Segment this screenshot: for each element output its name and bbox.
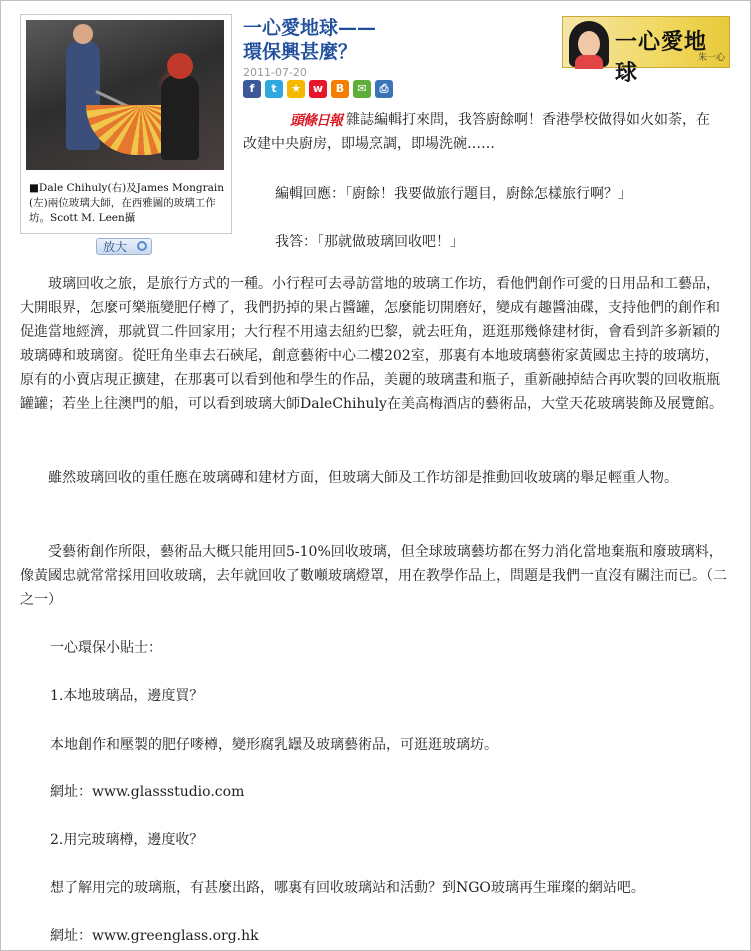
magnifier-icon [137,241,147,251]
weibo-icon[interactable]: w [309,80,327,98]
photo-caption: ■Dale Chihuly(右)及James Mongrain (左)兩位玻璃大師，在西雅圖的玻璃工作坊。Scott M. Leen攝 [29,182,224,224]
author-avatar [569,21,609,67]
tip-1-question: 1.本地玻璃品，邊度買？ [50,688,204,704]
photo-person-right [161,75,199,160]
article-photo[interactable] [26,20,224,170]
banner-author: 朱一心 [697,53,725,63]
blogger-icon[interactable]: B [331,80,349,98]
facebook-icon[interactable]: f [243,80,261,98]
paragraph-3: 受藝術創作所限，藝術品大概只能用回5-10%回收玻璃，但全球玻璃藝坊都在努力消化當地棄瓶和廢玻璃料，像黃國忠就常常採用回收玻璃，去年就回收了數噸玻璃燈罩，用在教學作品上，問題是我們一直沒有關注而已。（二之一） [20,544,727,608]
column-banner[interactable] [562,16,730,86]
title-line-1: 一心愛地球—— [243,17,377,39]
title-line-2: 環保興甚麼？ [243,41,358,63]
photo-box [20,14,232,234]
newspaper-logo: 頭條日報 [290,113,342,129]
tip-2-url[interactable]: 網址：www.greenglass.org.hk [50,928,259,944]
page-title [243,16,543,64]
article-date: 2011-07-20 [243,66,307,79]
lead-text: 雜誌編輯打來問，我答廚餘啊！香港學校做得如火如荼，在改建中央廚房，即場烹調，即場洗碗…… [243,112,710,152]
share-bar [243,80,393,98]
zoom-label: 放大 [103,240,128,254]
tip-1-url[interactable]: 網址：www.glassstudio.com [50,784,245,800]
tip-2-answer: 想了解用完的玻璃瓶，有甚麼出路，哪裏有回收玻璃站和活動？到NGO玻璃再生璀璨的網站吧。 [50,880,645,896]
tip-1-answer: 本地創作和壓製的肥仔嘜樽，變形腐乳罎及玻璃藝術品，可逛逛玻璃坊。 [50,737,498,753]
tip-2-question: 2.用完玻璃樽，邊度收？ [50,832,204,848]
tips-heading: 一心環保小貼士： [50,640,162,656]
banner-title: 一心愛地球 [615,30,708,86]
paragraph-1: 玻璃回收之旅，是旅行方式的一種。小行程可去尋訪當地的玻璃工作坊，看他們創作可愛的日用品和工藝品，大開眼界，怎麼可樂瓶變肥仔樽了，我們扔掉的果占醬罐，怎麼能切開磨好，變成有趣醬油碟，支持他們的創作和促進當地經濟，那就買二件回家用；大行程不用遠去紐約巴黎，就去旺角，逛逛那幾條建材街，會看到許多新穎的玻璃磚和玻璃窗。從旺角坐車去石硤尾，創意藝術中心二樓202室，那裏有本地玻璃藝術家黃國忠主持的玻璃坊，原有的小賣店現正擴建，在那裏可以看到他和學生的作品，美麗的玻璃畫和瓶子，重新融掉結合再吹製的回收瓶瓶罐罐；若坐上往澳門的船，可以看到玻璃大師DaleChihuly在美高梅酒店的藝術品，大堂天花玻璃裝飾及展覽館。 [20,276,723,412]
my-answer: 我答：「那就做玻璃回收吧！」 [275,234,464,250]
print-icon[interactable]: ⎙ [375,80,393,98]
editor-reply: 編輯回應：「廚餘！我要做旅行題目，廚餘怎樣旅行啊？」 [275,186,632,202]
paragraph-2: 雖然玻璃回收的重任應在玻璃磚和建材方面，但玻璃大師及工作坊卻是推動回收玻璃的舉足輕重人物。 [48,470,678,486]
star-icon[interactable]: ★ [287,80,305,98]
zoom-button[interactable] [96,238,152,255]
email-icon[interactable]: ✉ [353,80,371,98]
twitter-icon[interactable]: t [265,80,283,98]
